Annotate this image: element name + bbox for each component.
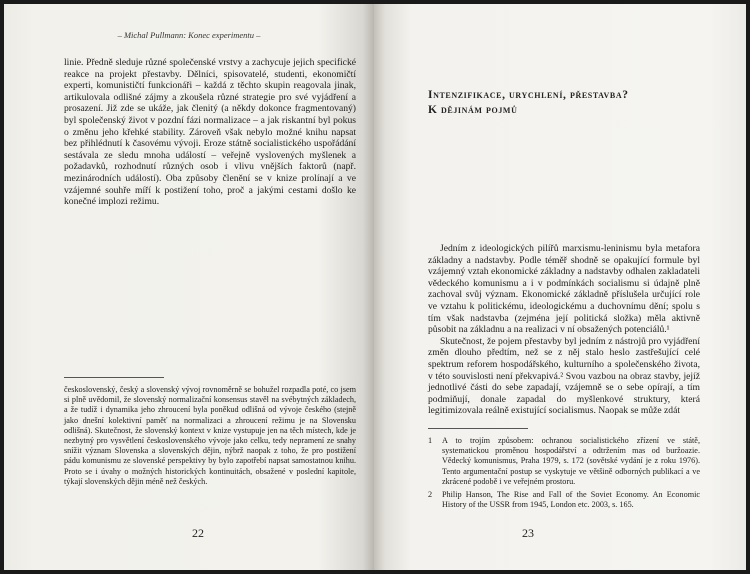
book-spread [4,4,746,570]
footnote-item [428,436,700,487]
chapter-title [428,88,688,118]
footnotes [428,436,700,513]
chapter-title-line: K dějinám pojmů [428,104,518,116]
body-text [428,243,700,417]
footnote-text: Philip Hanson, The Rise and Fall of the Soviet Economy. An Economic History of the USSR from 1945, London etc. 2003, s. 165. [442,490,700,510]
footnote-text: A to trojím způsobem: ochranou socialistického zřízení ve státě, systematickou proměnou hospodářství a odtržením mas od buržoazie. Vědecký komunismus, Praha 1979, s. 172 (sovětské vydání je z roku 1976). Tento argumentační postup se vyskytuje ve většině odborných publikací a ve zkrácené podobě i ve veřejném prostoru. [442,436,700,486]
paragraph: Jedním z ideologických pilířů marxismu-leninismu byla metafora základny a nadstavby. Podle téměř shodně se opakující formule byl vzájemný vztah ekonomické základny a nadstavby odhalen zakladateli vědeckého komunismu a i v podmínkách socialismu si údajně plně zachoval svůj význam. Ekonomické základně příslušela určující role ve vztahu k politickému, ideologickému a duchovnímu dění; spolu s tím však nadstavba (zejména její politická složka) měla aktivně působit na základnu a na realizaci v ní obsažených potenciálů.¹ [428,243,700,336]
page-number: 23 [522,526,534,540]
footnote-number: 1 [428,436,433,445]
paragraph: linie. Předně sleduje různé společenské vrstvy a zachycuje jejich specifické reakce na projekt přestavby. Dělníci, spisovatelé, studenti, ekonomičtí experti, komunističtí funkcionáři – každá z těchto skupin reagovala jinak, artikulovala odlišné zájmy a zkoušela různé strategie pro své vyjádření a prosazení. Již zde se ukáže, jak členitý (a někdy dokonce fragmentovaný) byl společenský život v pozdní fázi normalizace – a jak riskantní byl pokus o změnu jeho křehké stability. Zároveň však nebylo možné knihu napsat bez přihlédnutí k časovému vývoji. Eroze státně socialistického uspořádání sestávala ze sledu mnoha událostí – veřejně vyslovených myšlenek a požadavků, rozhodnutí různých osob i vlivu vnějších faktorů (např. mezinárodních událostí). Oba způsoby členění se v knize prolínají a ve vzájemné souhře míří k postižení toho, proč a jakými cestami došlo ke konečné implozi režimu. [64,57,356,208]
footnote-item [428,490,700,510]
body-text [64,57,356,208]
footnote: československý, český a slovenský vývoj rovnoměrně se bohužel rozpadla poté, co jsem si plně uvědomil, že slovenský normalizační konsensus stavěl na svébytných základech, a že tudíž i dynamika jeho zhroucení byla poněkud odlišná od vývoje českého (stejně jako dnešní kolektivní paměť na normalizaci a zhroucení režimu je na Slovensku odlišná). Skutečnost, že slovenský kontext v knize vystupuje jen na těch místech, kde je nezbytný pro vysvětlení československého vývoje jako celku, tedy nepramení ze snahy snížit význam Slovenska a slovenských dějin, nýbrž naopak z toho, že pro postižení pádu komunismu ze slovenské perspektivy by bylo zapotřebí napsat samostatnou knihu. Proto se i úvahy o možných historických kontinuitách, obsažené v poslední kapitole, týkají slovenských dějin méně než českých. [64,385,356,486]
paragraph: Skutečnost, že pojem přestavby byl jedním z nástrojů pro vyjádření změn dlouho předtím, než se z něj stalo heslo zastřešující celé spektrum reforem hospodářského, kulturního a společenského života, v této souvislosti není překvapivá.² Svou vazbou na obraz stavby, jejíž jednotlivé části do sebe zapadají, vzájemně se o sebe opírají, a tím podmiňují, donale zapadal do myšlenkové struktury, která legitimizovala reálně existující socialismus. Naopak se může zdát [428,335,700,417]
right-page [374,4,746,570]
footnote-divider [428,428,528,429]
page-number: 22 [192,526,204,540]
running-head: – Michal Pullmann: Konec experimentu – [117,30,261,40]
left-page [4,4,374,570]
footnote-number: 2 [428,490,433,500]
chapter-title-line: Intenzifikace, urychlení, přestavba? [428,89,629,101]
footnote-divider [64,377,164,378]
